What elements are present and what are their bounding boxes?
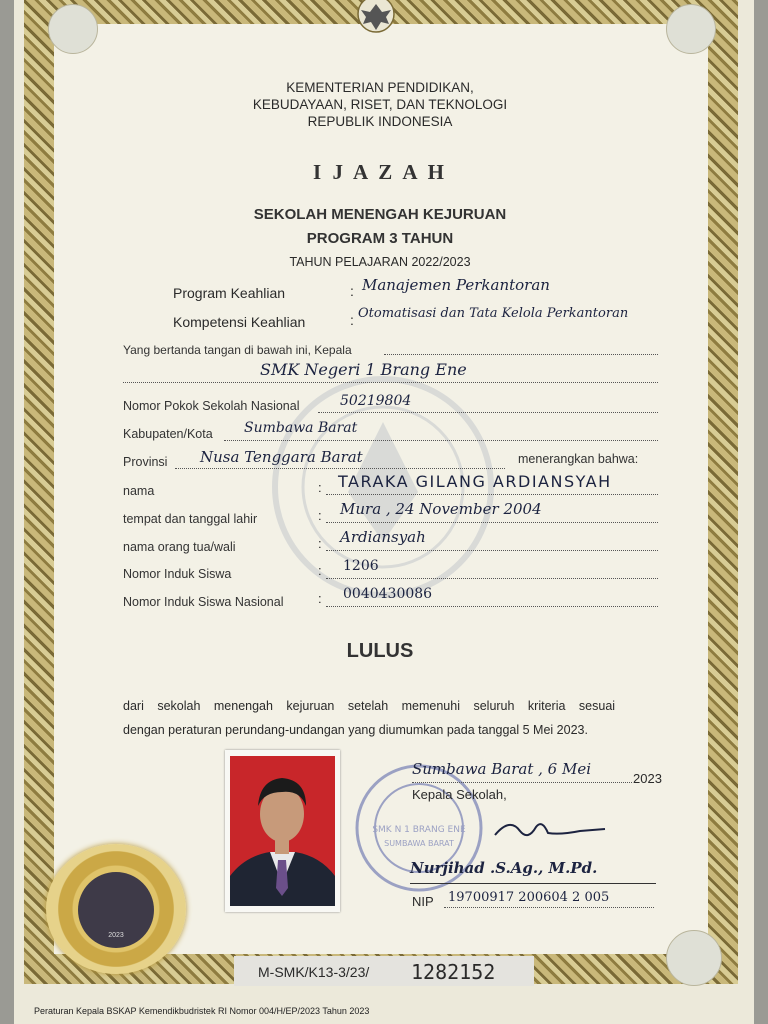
- dotted-line: [224, 440, 658, 441]
- document-title: I J A Z A H: [313, 160, 447, 184]
- ministry-line-3: REPUBLIK INDONESIA: [307, 114, 453, 129]
- program-duration: PROGRAM 3 TAHUN: [306, 230, 454, 247]
- parent-colon: :: [318, 536, 322, 551]
- corner-disc-icon: [666, 4, 716, 54]
- nisn-colon: :: [318, 591, 322, 606]
- dotted-line: [123, 382, 658, 383]
- dotted-line: [326, 578, 658, 579]
- ministry-line-2: KEBUDAYAAN, RISET, DAN TEKNOLOGI: [252, 97, 508, 112]
- dotted-line: [326, 494, 658, 495]
- birth-value: Mura , 24 November 2004: [340, 500, 542, 518]
- birth-colon: :: [318, 508, 322, 523]
- competence-value: Otomatisasi dan Tata Kelola Perkantoran: [358, 306, 629, 321]
- corner-disc-icon: [48, 4, 98, 54]
- serial-prefix: M-SMK/K13-3/23/: [258, 964, 370, 980]
- program-colon: :: [350, 283, 354, 299]
- dotted-line: [318, 412, 658, 413]
- nis-value: 1206: [343, 558, 379, 574]
- competence-label: Kompetensi Keahlian: [173, 314, 306, 330]
- name-colon: :: [318, 480, 322, 495]
- serial-number: 1282152: [411, 960, 496, 984]
- regency-value: Sumbawa Barat: [244, 420, 358, 436]
- competence-colon: :: [350, 312, 354, 328]
- name-label: nama: [123, 484, 155, 498]
- signature-scribble: [490, 815, 610, 845]
- birth-label: tempat dan tanggal lahir: [123, 512, 258, 526]
- nis-label: Nomor Induk Siswa: [123, 567, 232, 581]
- dotted-line: [412, 782, 632, 783]
- declares-text: menerangkan bahwa:: [518, 452, 639, 466]
- sign-role: Kepala Sekolah,: [412, 787, 507, 802]
- dotted-line: [326, 606, 658, 607]
- stamp-line-1: SMK N 1 BRANG ENE: [372, 825, 466, 835]
- nisn-label: Nomor Induk Siswa Nasional: [123, 595, 284, 609]
- result-status: LULUS: [346, 640, 414, 662]
- regency-label: Kabupaten/Kota: [123, 427, 213, 441]
- signed-label: Yang bertanda tangan di bawah ini, Kepala: [123, 343, 352, 357]
- dotted-line: [326, 522, 658, 523]
- name-value: TARAKA GILANG ARDIANSYAH: [338, 472, 612, 491]
- program-label: Program Keahlian: [173, 285, 286, 301]
- academic-year: TAHUN PELAJARAN 2022/2023: [289, 255, 471, 269]
- dotted-line: [175, 468, 505, 469]
- student-portrait-icon: [230, 756, 335, 906]
- nisn-value: 0040430086: [343, 586, 433, 602]
- parent-value: Ardiansyah: [340, 528, 426, 546]
- principal-name-underline: [410, 883, 656, 884]
- program-value: Manajemen Perkantoran: [362, 276, 550, 294]
- statement-line-2: dengan peraturan perundang-undangan yang diumumkan pada tanggal 5 Mei 2023.: [123, 723, 588, 737]
- sign-place-date: Sumbawa Barat , 6 Mei: [412, 760, 592, 778]
- corner-disc-icon: [666, 930, 722, 986]
- nis-colon: :: [318, 563, 322, 578]
- hologram-year: 2023: [108, 932, 124, 939]
- regulation-footnote: Peraturan Kepala BSKAP Kemendikbudristek RI Nomor 004/H/EP/2023 Tahun 2023: [34, 1006, 370, 1016]
- dotted-line: [444, 907, 654, 908]
- school-value: SMK Negeri 1 Brang Ene: [260, 360, 467, 379]
- hologram-seal: [46, 844, 186, 974]
- school-type: SEKOLAH MENENGAH KEJURUAN: [253, 206, 507, 223]
- garuda-emblem-icon: [351, 0, 401, 40]
- parent-label: nama orang tua/wali: [123, 540, 236, 554]
- hologram-inner: [78, 872, 154, 948]
- dotted-line: [384, 354, 658, 355]
- province-value: Nusa Tenggara Barat: [200, 448, 363, 466]
- student-photo: [225, 750, 340, 912]
- dotted-line: [326, 550, 658, 551]
- nip-value: 19700917 200604 2 005: [448, 890, 610, 905]
- province-label: Provinsi: [123, 455, 168, 469]
- ministry-line-1: KEMENTERIAN PENDIDIKAN,: [286, 80, 474, 95]
- school-seal-stamp: [352, 758, 487, 898]
- statement-line-1: dari sekolah menengah kejuruan setelah memenuhi seluruh kriteria sesuai: [123, 699, 616, 713]
- sign-year: 2023: [633, 771, 662, 786]
- stamp-line-2: SUMBAWA BARAT: [384, 839, 454, 848]
- principal-name: Nurjihad .S.Ag., M.Pd.: [410, 859, 598, 877]
- npsn-label: Nomor Pokok Sekolah Nasional: [123, 399, 300, 413]
- npsn-value: 50219804: [340, 393, 412, 409]
- nip-label: NIP: [412, 894, 434, 909]
